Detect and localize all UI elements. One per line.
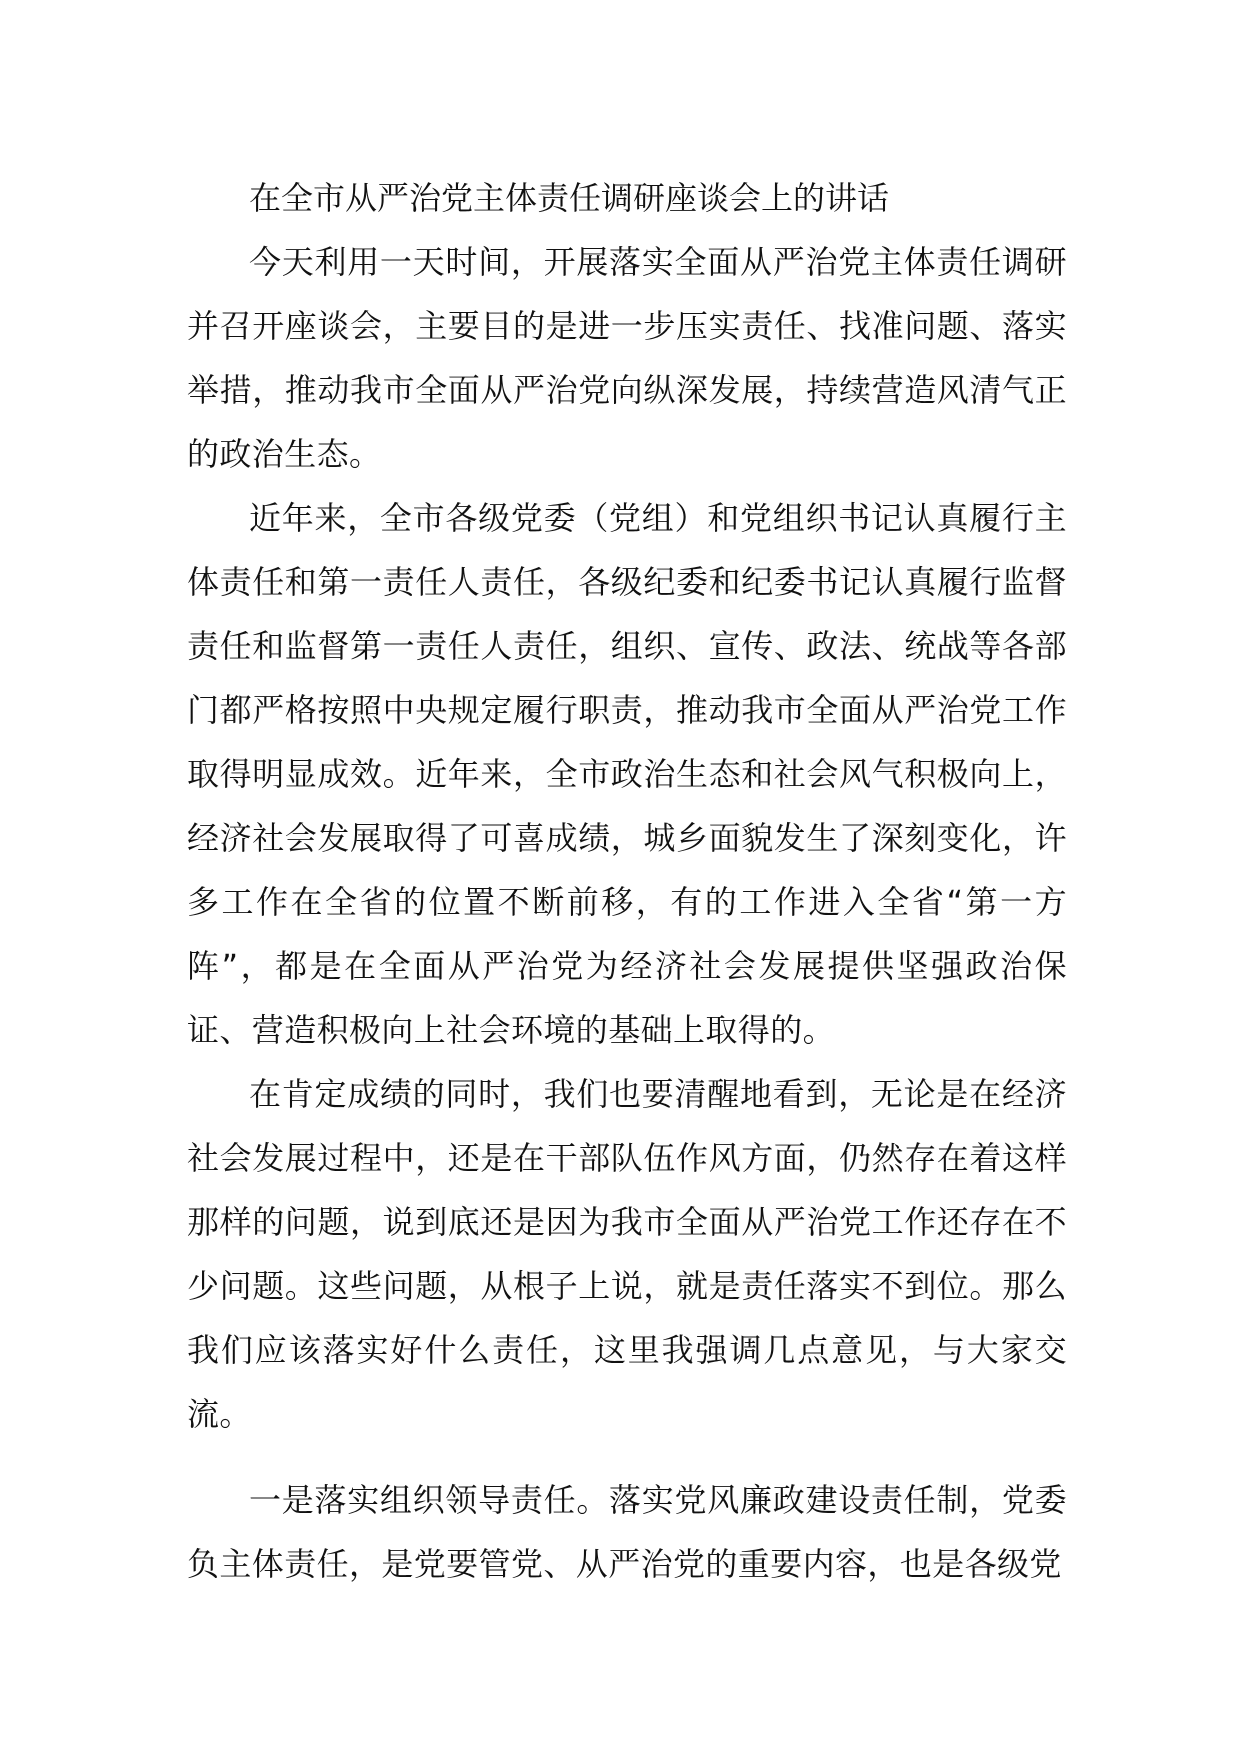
- document-body: [187, 166, 1067, 1596]
- paragraph-achievements: 近年来，全市各级党委（党组）和党组织书记认真履行主体责任和第一责任人责任，各级纪委和纪委书记认真履行监督责任和监督第一责任人责任，组织、宣传、政法、统战等各部门都严格按照中央规定履行职责，推动我市全面从严治党工作取得明显成效。近年来，全市政治生态和社会风气积极向上，经济社会发展取得了可喜成绩，城乡面貌发生了深刻变化，许多工作在全省的位置不断前移，有的工作进入全省“第一方阵”，都是在全面从严治党为经济社会发展提供坚强政治保证、营造积极向上社会环境的基础上取得的。: [187, 499, 1067, 1049]
- document-title: 在全市从严治党主体责任调研座谈会上的讲话: [249, 179, 890, 217]
- paragraph-problems: 在肯定成绩的同时，我们也要清醒地看到，无论是在经济社会发展过程中，还是在干部队伍作风方面，仍然存在着这样那样的问题，说到底还是因为我市全面从严治党工作还存在不少问题。这些问题，从根子上说，就是责任落实不到位。那么我们应该落实好什么责任，这里我强调几点意见，与大家交流。: [187, 1075, 1067, 1433]
- paragraph-intro: 今天利用一天时间，开展落实全面从严治党主体责任调研并召开座谈会，主要目的是进一步压实责任、找准问题、落实举措，推动我市全面从严治党向纵深发展，持续营造风清气正的政治生态。: [187, 243, 1067, 473]
- paragraph-point-one: 一是落实组织领导责任。落实党风廉政建设责任制，党委负主体责任，是党要管党、从严治党的重要内容，也是各级党: [187, 1481, 1067, 1583]
